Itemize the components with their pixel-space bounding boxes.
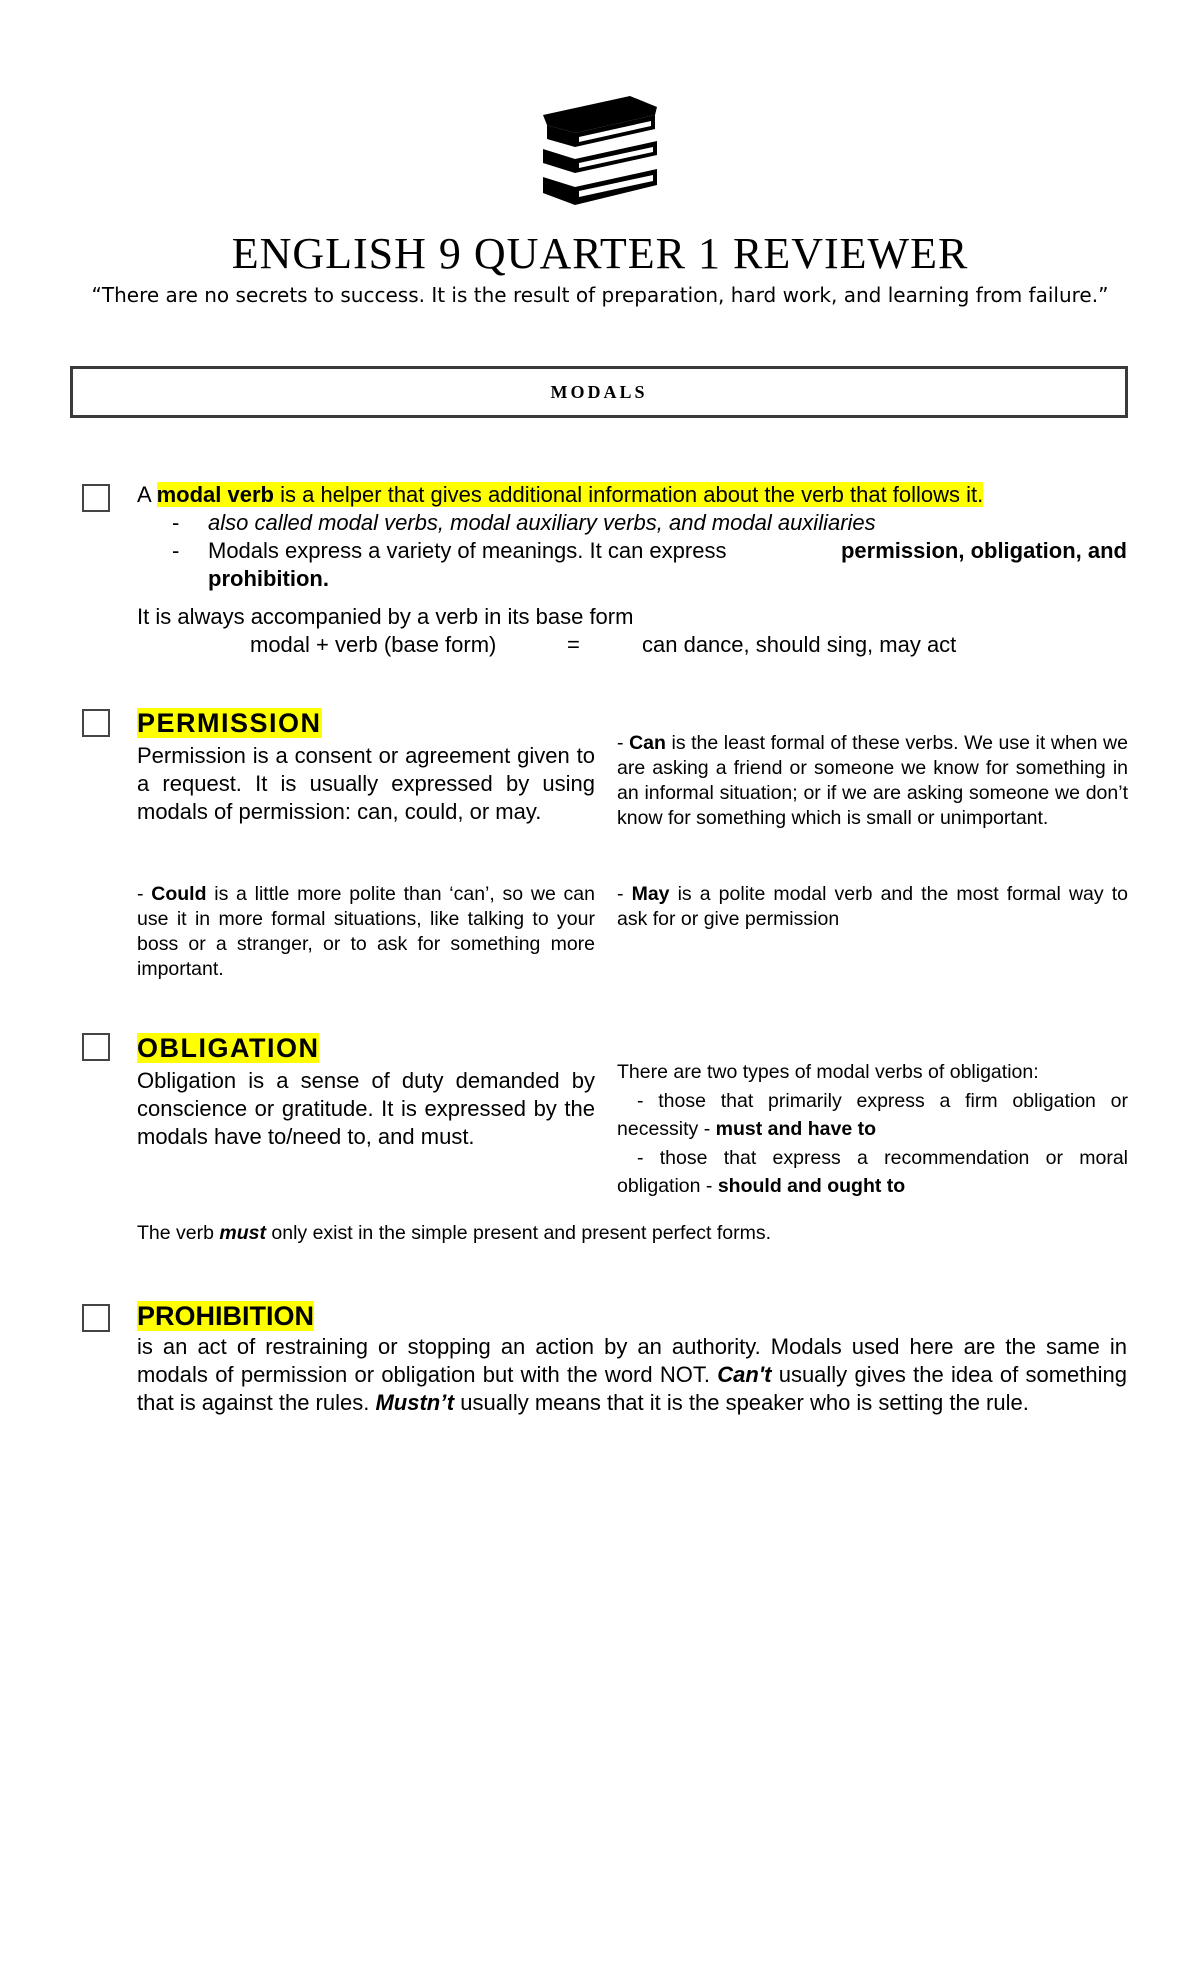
formula-right: can dance, should sing, may act [642,632,957,657]
obligation-types: There are two types of modal verbs of obligation: - those that primarily express a firm obligation or necessity - must and have to - those that express a recommendation or moral obligation - should and ought to [617,1058,1128,1201]
intro-bullet-2: - Modals express a variety of meanings. It can express permission, obligation, and prohibition. [172,538,1127,591]
books-stack-icon [535,93,665,218]
checkbox-permission[interactable] [82,709,110,737]
section-title: MODALS [550,382,648,402]
formula-equals: = [567,632,580,657]
must-note: The verb must only exist in the simple present and present perfect forms. [137,1222,772,1244]
obligation-heading: OBLIGATION [137,1033,320,1063]
checkbox-prohibition[interactable] [82,1304,110,1332]
checkbox-intro[interactable] [82,484,110,512]
obligation-definition: Obligation is a sense of duty demanded by conscience or gratitude. It is expressed by the modals have to/need to, and must. [137,1068,595,1149]
document-title: ENGLISH 9 QUARTER 1 REVIEWER [231,229,969,278]
section-header-box [70,366,1128,418]
permission-may: - May is a polite modal verb and the most formal way to ask for or give permission [617,883,1128,930]
formula-left: modal + verb (base form) [250,632,497,657]
obligation-type-1: - those that primarily express a firm obligation or necessity - must and have to [617,1089,1128,1140]
permission-heading: PERMISSION [137,708,322,738]
base-form-note: It is always accompanied by a verb in its base form [137,604,634,629]
intro-definition: A modal verb is a helper that gives additional information about the verb that follows it. [137,482,984,507]
prohibition-heading: PROHIBITION [137,1301,315,1331]
checkbox-obligation[interactable] [82,1033,110,1061]
permission-could: - Could is a little more polite than ‘can’, so we can use it in more formal situations, like talking to your boss or a stranger, or to ask for something more important. [137,883,595,980]
motivational-quote: “There are no secrets to success. It is the result of preparation, hard work, and learning from failure.” [91,283,1109,307]
obligation-type-2: - those that express a recommendation or moral obligation - should and ought to [617,1146,1128,1197]
intro-bullet-1: - also called modal verbs, modal auxiliary verbs, and modal auxiliaries [172,510,876,535]
permission-definition: Permission is a consent or agreement given to a request. It is usually expressed by using modals of permission: can, could, or may. [137,743,595,824]
permission-can: - Can is the least formal of these verbs. We use it when we are asking a friend or someone we know for something in an informal situation; or if we are asking someone we don’t know for something which is small or unimportant. [617,732,1128,829]
prohibition-text: is an act of restraining or stopping an action by an authority. Modals used here are the same in modals of permission or obligation but with the word NOT. Can't usually gives the idea of something that is against the rules. Mustn’t usually means that it is the speaker who is setting the rule. [137,1334,1127,1415]
